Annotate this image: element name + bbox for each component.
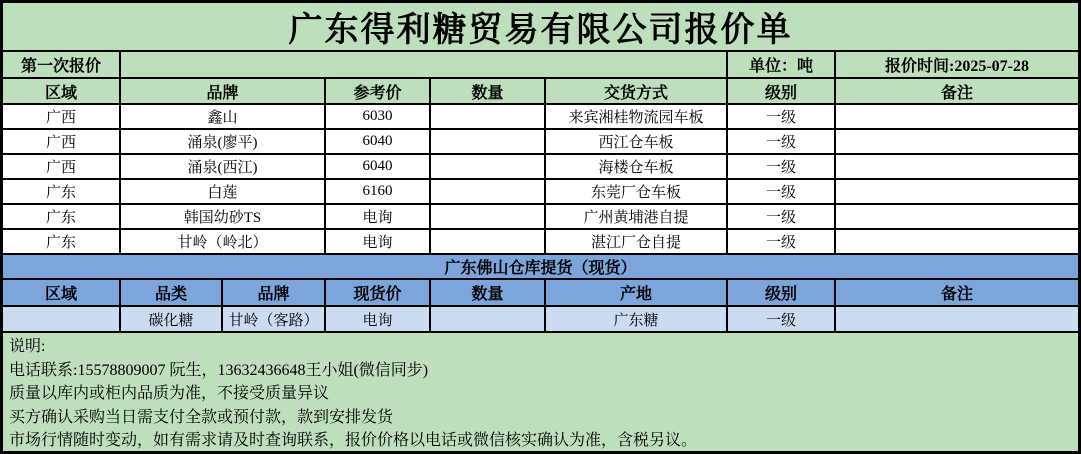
- cell-region: 广西: [3, 130, 121, 153]
- spot-table-row: [3, 307, 1078, 333]
- header-ref-price: 参考价: [326, 79, 431, 103]
- cell-remark: [836, 130, 1078, 153]
- cell-remark: [836, 205, 1078, 228]
- notes-section: [3, 333, 1078, 453]
- cell-region: 广西: [3, 155, 121, 178]
- note-line: 质量以库内或柜内品质为准，不接受质量异议: [9, 385, 330, 402]
- note-line: 买方确认采购当日需支付全款或预付款，款到安排发货: [9, 408, 394, 426]
- table-row: [3, 105, 1078, 130]
- table-row: [3, 180, 1078, 205]
- cell-grade: 一级: [728, 230, 836, 253]
- cell-quantity: [431, 105, 546, 128]
- header-quantity: 数量: [431, 79, 546, 103]
- cell-ref-price: 6030: [326, 105, 431, 128]
- note-line: 市场行情随时变动，如有需求请及时查询联系，报价价格以电话或微信核实确认为准，含税另议。: [9, 432, 698, 449]
- spot-header-brand: 品牌: [223, 280, 326, 305]
- page-title: 广东得利糖贸易有限公司报价单: [3, 3, 1078, 50]
- spot-header-quantity: 数量: [431, 280, 546, 305]
- cell-brand: 甘岭（岭北）: [121, 230, 326, 253]
- table-row: [3, 205, 1078, 230]
- cell-grade: 一级: [728, 205, 836, 228]
- header-remark: 备注: [836, 79, 1078, 103]
- cell-brand: 白莲: [121, 180, 326, 203]
- meta-spacer: [121, 52, 728, 77]
- title-row: [3, 3, 1078, 52]
- cell-brand: 涌泉(廖平): [121, 130, 326, 153]
- cell-grade: 一级: [728, 130, 836, 153]
- spot-cell-brand: 甘岭（客路）: [223, 307, 326, 331]
- cell-region: 广东: [3, 180, 121, 203]
- cell-quantity: [431, 205, 546, 228]
- table-row: [3, 230, 1078, 255]
- note-line: 电话联系:15578809007 阮生，13632436648王小姐(微信同步): [9, 361, 429, 379]
- cell-delivery: 西江仓车板: [546, 130, 728, 153]
- round-label: 第一次报价: [3, 52, 121, 77]
- spot-cell-spot-price: 电询: [326, 307, 431, 331]
- cell-delivery: 来宾湘桂物流园车板: [546, 105, 728, 128]
- spot-cell-origin: 广东糖: [546, 307, 728, 331]
- spot-header-remark: 备注: [836, 280, 1078, 305]
- quote-time-label: 报价时间:2025-07-28: [836, 52, 1078, 77]
- spot-header-category: 品类: [121, 280, 223, 305]
- spot-header-region: 区域: [3, 280, 121, 305]
- cell-ref-price: 6160: [326, 180, 431, 203]
- cell-delivery: 东莞厂仓车板: [546, 180, 728, 203]
- cell-quantity: [431, 130, 546, 153]
- cell-ref-price: 6040: [326, 155, 431, 178]
- cell-delivery: 广州黄埔港自提: [546, 205, 728, 228]
- cell-remark: [836, 230, 1078, 253]
- spot-cell-quantity: [431, 307, 546, 331]
- cell-quantity: [431, 155, 546, 178]
- table-row: [3, 130, 1078, 155]
- spot-cell-region: [3, 307, 121, 331]
- cell-grade: 一级: [728, 155, 836, 178]
- spot-table-banner: 广东佛山仓库提货（现货）: [3, 255, 1078, 278]
- cell-brand: 韩国幼砂TS: [121, 205, 326, 228]
- cell-ref-price: 6040: [326, 130, 431, 153]
- cell-ref-price: 电询: [326, 205, 431, 228]
- spot-cell-grade: 一级: [728, 307, 836, 331]
- cell-region: 广东: [3, 205, 121, 228]
- cell-quantity: [431, 230, 546, 253]
- header-region: 区域: [3, 79, 121, 103]
- spot-table-header: [3, 280, 1078, 307]
- main-table-header: [3, 79, 1078, 105]
- cell-quantity: [431, 180, 546, 203]
- spot-cell-category: 碳化糖: [121, 307, 223, 331]
- spot-table-banner-row: [3, 255, 1078, 280]
- header-grade: 级别: [728, 79, 836, 103]
- cell-remark: [836, 155, 1078, 178]
- spot-header-grade: 级别: [728, 280, 836, 305]
- spot-cell-remark: [836, 307, 1078, 331]
- notes-block: [3, 333, 1078, 453]
- table-row: [3, 155, 1078, 180]
- cell-grade: 一级: [728, 180, 836, 203]
- cell-remark: [836, 105, 1078, 128]
- note-line: 说明:: [9, 338, 46, 355]
- cell-region: 广西: [3, 105, 121, 128]
- spot-header-spot-price: 现货价: [326, 280, 431, 305]
- cell-remark: [836, 180, 1078, 203]
- cell-brand: 涌泉(西江): [121, 155, 326, 178]
- cell-region: 广东: [3, 230, 121, 253]
- header-delivery: 交货方式: [546, 79, 728, 103]
- cell-brand: 鑫山: [121, 105, 326, 128]
- cell-delivery: 海楼仓车板: [546, 155, 728, 178]
- spot-header-origin: 产地: [546, 280, 728, 305]
- cell-grade: 一级: [728, 105, 836, 128]
- unit-label: 单位：吨: [728, 52, 836, 77]
- cell-ref-price: 电询: [326, 230, 431, 253]
- meta-row: [3, 52, 1078, 79]
- cell-delivery: 湛江厂仓自提: [546, 230, 728, 253]
- header-brand: 品牌: [121, 79, 326, 103]
